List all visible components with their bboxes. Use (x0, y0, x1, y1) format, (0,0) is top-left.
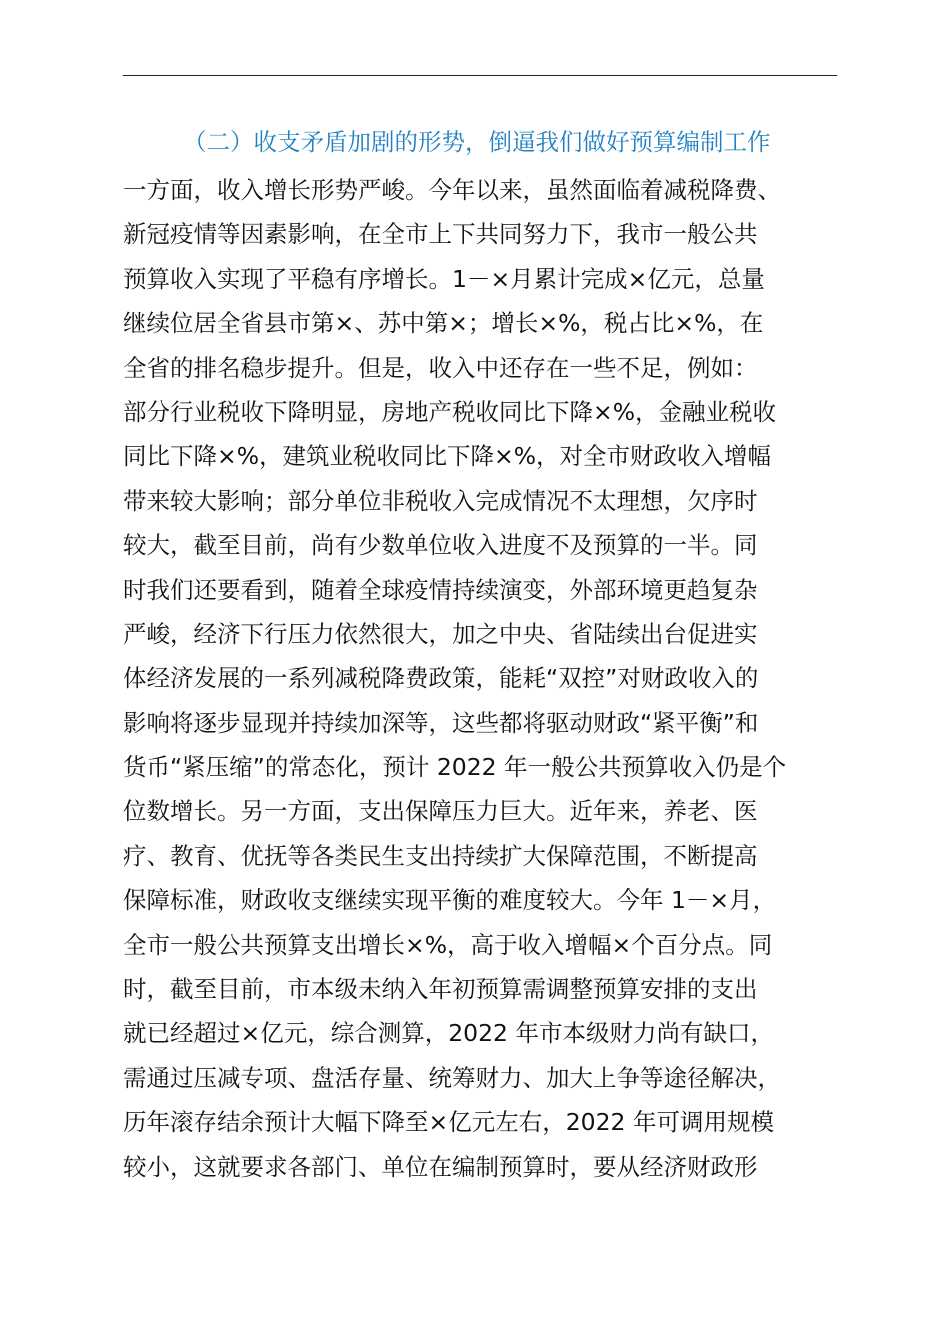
text-line: 部分行业税收下降明显，房地产税收同比下降×%，金融业税收 (123, 397, 777, 426)
text-line: 时我们还要看到，随着全球疫情持续演变，外部环境更趋复杂 (123, 575, 758, 604)
text-line: 带来较大影响；部分单位非税收入完成情况不太理想，欠序时 (123, 486, 758, 515)
text-line: 全省的排名稳步提升。但是，收入中还存在一些不足，例如： (123, 353, 758, 382)
text-line: 疗、教育、优抚等各类民生支出持续扩大保障范围，不断提高 (123, 841, 758, 870)
text-line: 货币“紧压缩”的常态化，预计 2022 年一般公共预算收入仍是个 (123, 753, 787, 782)
section-heading: （二）收支矛盾加剧的形势，倒逼我们做好预算编制工作 (183, 128, 771, 156)
text-line: 严峻，经济下行压力依然很大，加之中央、省陆续出台促进实 (123, 619, 758, 648)
text-line: 需通过压减专项、盘活存量、统筹财力、加大上争等途径解决， (123, 1063, 781, 1092)
header-rule (123, 75, 837, 76)
text-line: 一方面，收入增长形势严峻。今年以来，虽然面临着减税降费、 (123, 176, 781, 204)
text-line: 较小，这就要求各部门、单位在编制预算时，要从经济财政形 (123, 1152, 758, 1181)
text-line: 新冠疫情等因素影响，在全市上下共同努力下，我市一般公共 (123, 220, 758, 249)
text-line: 历年滚存结余预计大幅下降至×亿元左右，2022 年可调用规模 (123, 1108, 774, 1137)
text-line: 继续位居全省县市第×、苏中第×；增长×%，税占比×%，在 (123, 309, 764, 338)
text-line: 体经济发展的一系列减税降费政策，能耗“双控”对财政收入的 (123, 664, 759, 693)
text-line: 预算收入实现了平稳有序增长。1－×月累计完成×亿元，总量 (123, 264, 765, 293)
text-line: 同比下降×%，建筑业税收同比下降×%，对全市财政收入增幅 (123, 442, 772, 471)
text-line: 影响将逐步显现并持续加深等，这些都将驱动财政“紧平衡”和 (123, 708, 759, 737)
text-line: 时，截至目前，市本级未纳入年初预算需调整预算安排的支出 (123, 975, 758, 1004)
text-line: 全市一般公共预算支出增长×%，高于收入增幅×个百分点。同 (123, 930, 773, 959)
body-paragraph (123, 168, 883, 1189)
text-line: 保障标准，财政收支继续实现平衡的难度较大。今年 1－×月， (123, 886, 777, 915)
text-line: 位数增长。另一方面，支出保障压力巨大。近年来，养老、医 (123, 797, 758, 826)
text-line: 较大，截至目前，尚有少数单位收入进度不及预算的一半。同 (123, 531, 758, 560)
text-line: 就已经超过×亿元，综合测算，2022 年市本级财力尚有缺口， (123, 1019, 774, 1048)
